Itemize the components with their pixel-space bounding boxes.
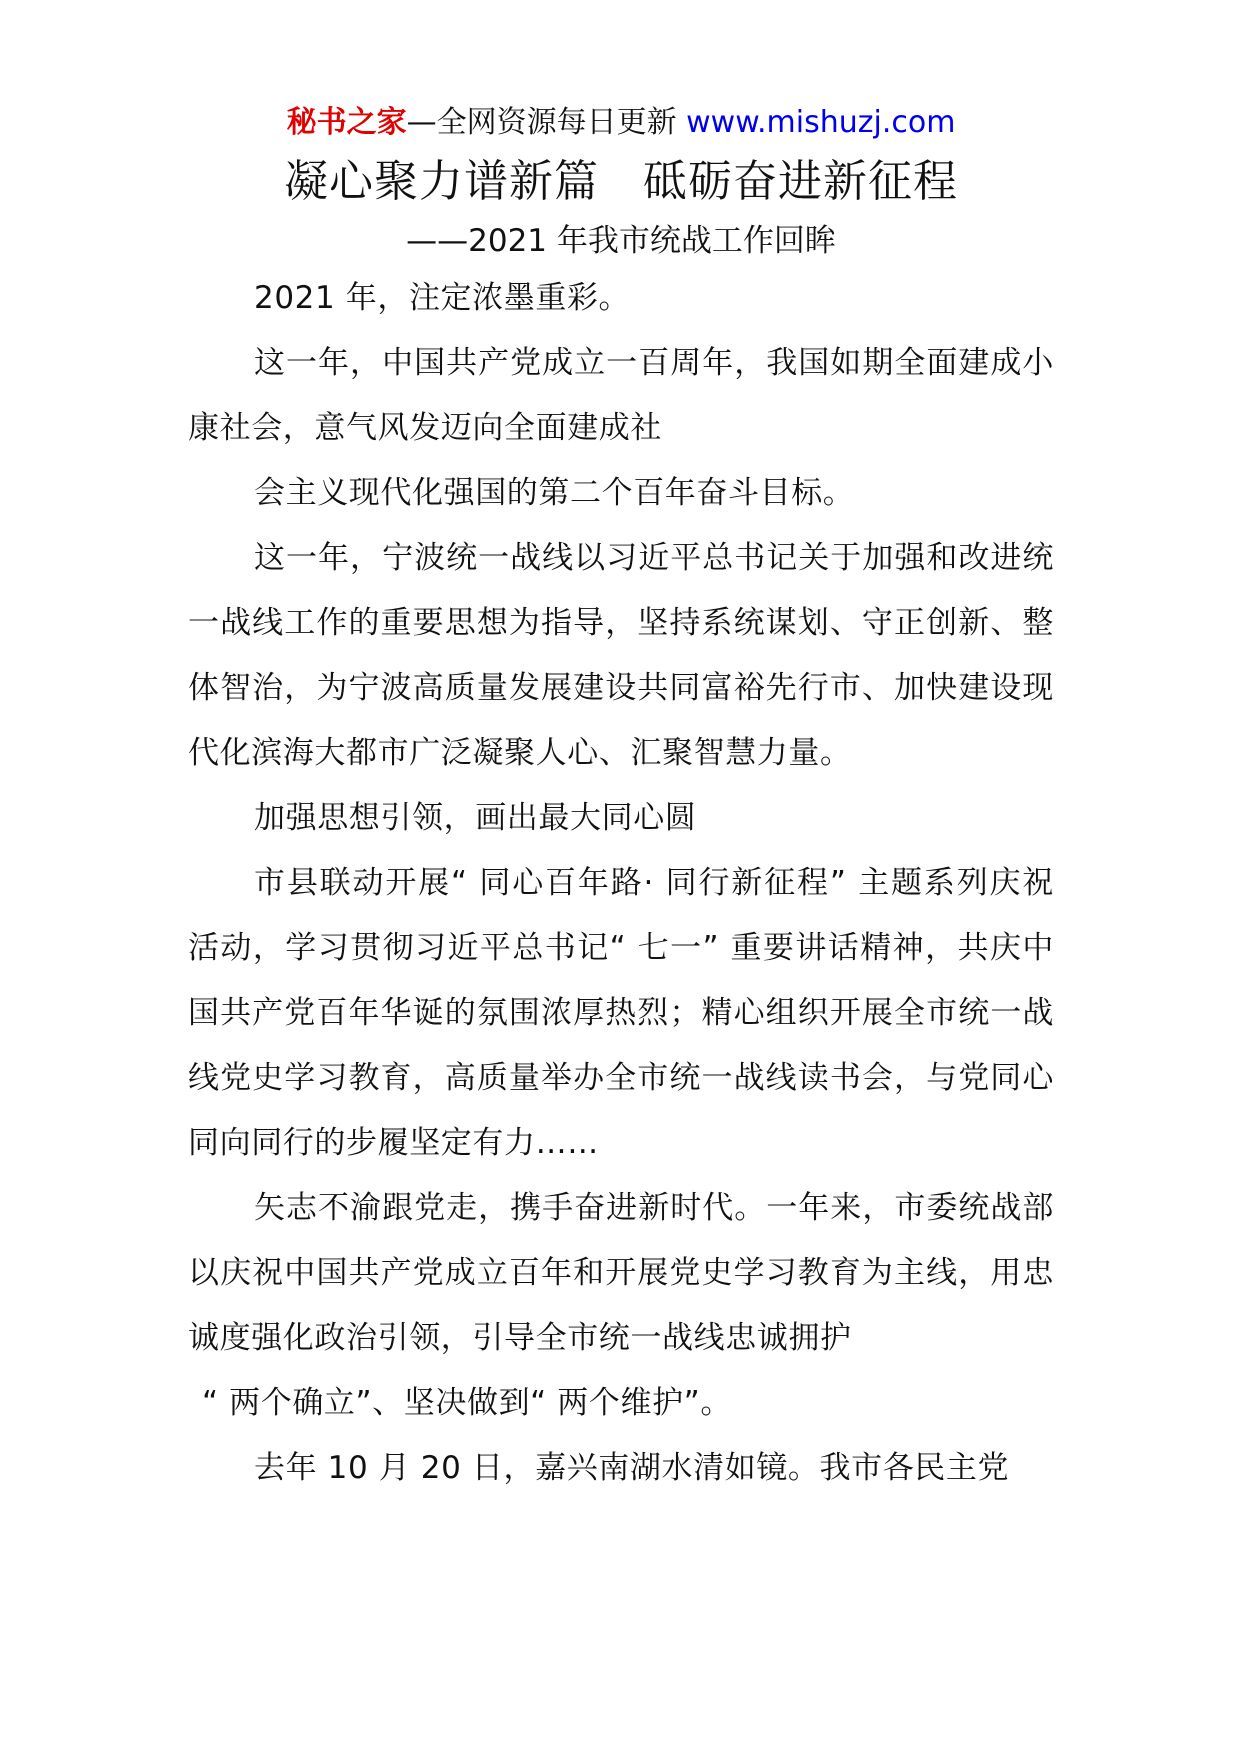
paragraph: 这一年，中国共产党成立一百周年，我国如期全面建成小康社会，意气风发迈向全面建成社: [188, 345, 1054, 446]
site-url-link[interactable]: www.mishuzj.com: [686, 105, 956, 140]
title-part-2: 砥砺奋进新征程: [643, 156, 958, 207]
document-subtitle: ——2021 年我市统战工作回眸: [406, 223, 836, 259]
document-body: [188, 266, 1054, 1501]
paragraph: 矢志不渝跟党走，携手奋进新时代。一年来，市委统战部以庆祝中国共产党成立百年和开展党史学习教育为主线，用忠诚度强化政治引领，引导全市统一战线忠诚拥护: [188, 1190, 1054, 1356]
title-part-1: 凝心聚力谱新篇: [284, 156, 599, 207]
site-header: [128, 100, 1114, 146]
paragraph: 2021 年，注定浓墨重彩。: [254, 280, 631, 316]
paragraph: “ 两个确立”、坚决做到“ 两个维护”。: [202, 1385, 732, 1421]
document-title: [188, 150, 1054, 214]
paragraph: 市县联动开展“ 同心百年路· 同行新征程” 主题系列庆祝活动，学习贯彻习近平总书记“ 七一” 重要讲话精神，共庆中国共产党百年华诞的氛围浓厚热烈；精心组织开展全市统一战线党史学习教育，高质量举办全市统一战线读书会，与党同心同向同行的步履坚定有力……: [188, 865, 1054, 1161]
section-heading: 加强思想引领，画出最大同心圆: [254, 800, 697, 836]
paragraph: 这一年，宁波统一战线以习近平总书记关于加强和改进统一战线工作的重要思想为指导，坚持系统谋划、守正创新、整体智治，为宁波高质量发展建设共同富裕先行市、加快建设现代化滨海大都市广泛凝聚人心、汇聚智慧力量。: [188, 540, 1054, 771]
document-page: [188, 100, 1054, 1501]
paragraph: 会主义现代化强国的第二个百年奋斗目标。: [254, 475, 855, 511]
site-tagline: —全网资源每日更新: [406, 105, 687, 140]
brand-name: 秘书之家: [286, 105, 407, 140]
paragraph: 去年 10 月 20 日，嘉兴南湖水清如镜。我市各民主党: [254, 1450, 1010, 1486]
